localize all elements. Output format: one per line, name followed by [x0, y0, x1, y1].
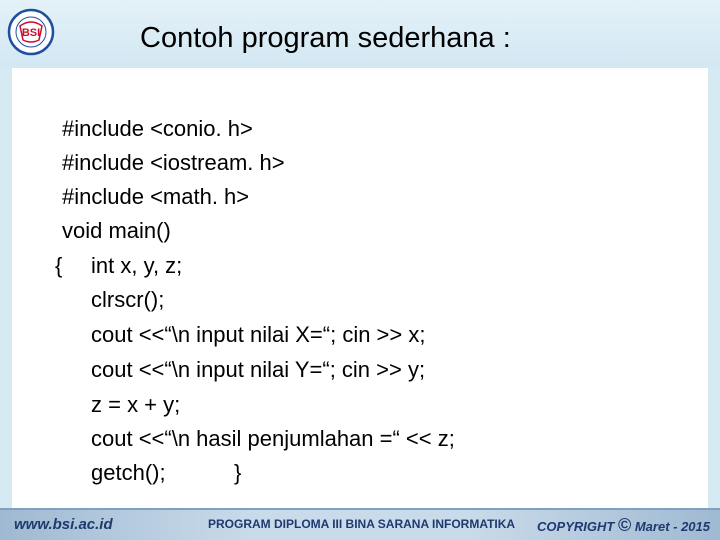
copyright-date: Maret - 2015: [634, 519, 710, 534]
code-line: #include <math. h>: [62, 184, 250, 209]
code-line: clrscr();: [91, 287, 165, 312]
left-frame: [0, 68, 12, 508]
code-line: cout <<“\n input nilai X=“; cin >> x;: [91, 322, 426, 347]
logo-text: BSI: [21, 27, 41, 39]
code-line: z = x + y;: [91, 392, 181, 417]
footer-url: www.bsi.ac.id: [14, 516, 113, 533]
code-line: cout <<“\n hasil penjumlahan =“ << z;: [91, 426, 455, 451]
right-frame: [708, 68, 720, 508]
code-line: getch();: [91, 460, 166, 485]
code-brace-close: }: [234, 460, 242, 485]
code-brace-open: {: [55, 253, 63, 278]
copyright-label: COPYRIGHT: [537, 519, 615, 534]
slide-title: Contoh program sederhana :: [140, 22, 511, 54]
footer-band: [0, 508, 720, 540]
code-line: void main(): [62, 218, 171, 243]
footer-copyright: [537, 515, 710, 536]
code-line: #include <conio. h>: [62, 116, 253, 141]
code-line: int x, y, z;: [91, 253, 183, 278]
footer-program: PROGRAM DIPLOMA III BINA SARANA INFORMATIKA: [208, 517, 516, 531]
copyright-icon: ©: [617, 515, 632, 535]
bsi-logo-icon: [6, 4, 56, 60]
code-line: cout <<“\n input nilai Y=“; cin >> y;: [91, 357, 426, 382]
code-line: #include <iostream. h>: [62, 150, 285, 175]
